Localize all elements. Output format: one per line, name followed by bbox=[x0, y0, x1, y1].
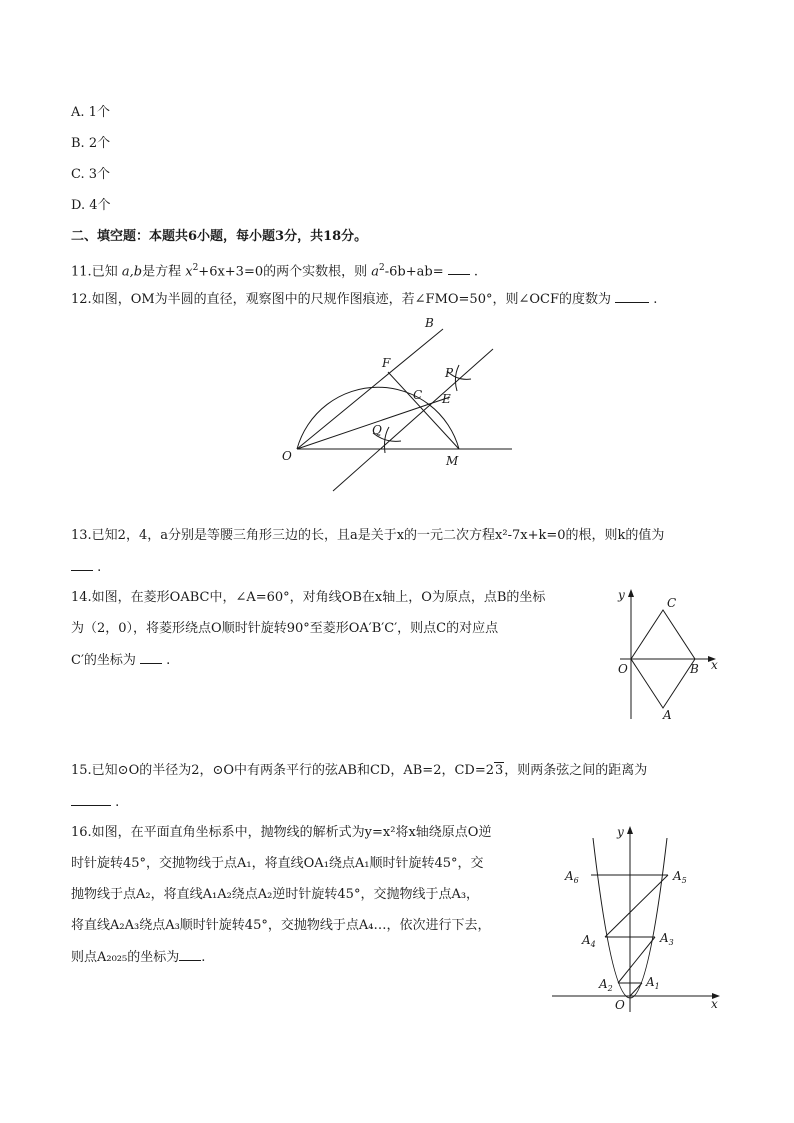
question-12: 12.如图，OM为半圆的直径，观察图中的尺规作图痕迹，若∠FMO=50°，则∠OCF的度数为 . bbox=[71, 292, 658, 307]
label-q: Q bbox=[372, 423, 382, 437]
question-14-line1: 14.如图，在菱形OABC中，∠A=60°，对角线OB在x轴上，O为原点，点B的坐标 bbox=[71, 590, 546, 605]
segment-a4a5 bbox=[605, 875, 668, 937]
label-a6: $A_6$ bbox=[565, 869, 579, 885]
question-15-blank-line: . bbox=[71, 793, 119, 812]
perpendicular-bisector bbox=[333, 349, 493, 491]
semicircle-figure bbox=[275, 313, 525, 498]
question-15: 15.已知⊙O的半径为2，⊙O中有两条平行的弦AB和CD，AB=2，CD=23，则两条弦之间的距离为 bbox=[71, 763, 648, 778]
label-a2: $A_2$ bbox=[599, 977, 613, 993]
question-14-line2: 为（2，0），将菱形绕点O顺时针旋转90°至菱形OA′B′C′，则点C的对应点 bbox=[71, 621, 499, 636]
option-b: B. 2个 bbox=[71, 136, 111, 151]
question-16-line2: 时针旋转45°，交抛物线于点A₁，将直线OA₁绕点A₁顺时针旋转45°，交 bbox=[71, 856, 484, 871]
question-16-line3: 抛物线于点A₂，将直线A₁A₂绕点A₂逆时针旋转45°，交抛物线于点A₃， bbox=[71, 887, 480, 902]
label-b: B bbox=[425, 316, 434, 330]
label-c: C bbox=[413, 388, 423, 402]
option-a: A. 1个 bbox=[71, 105, 110, 120]
option-d: D. 4个 bbox=[71, 198, 111, 213]
label-m: M bbox=[446, 454, 459, 468]
answer-blank[interactable] bbox=[71, 793, 111, 806]
option-c: C. 3个 bbox=[71, 167, 111, 182]
answer-blank[interactable] bbox=[140, 651, 162, 664]
question-13-blank-line: . bbox=[71, 558, 101, 577]
label-y: y bbox=[617, 825, 624, 839]
label-a: A bbox=[663, 708, 672, 722]
label-a1: $A_1$ bbox=[646, 975, 660, 991]
y-axis-arrow bbox=[628, 589, 634, 597]
label-a3: $A_3$ bbox=[660, 931, 674, 947]
label-f: F bbox=[382, 356, 391, 370]
parabola-figure bbox=[548, 820, 728, 1015]
label-o: O bbox=[615, 998, 625, 1012]
question-16-line1: 16.如图，在平面直角坐标系中，抛物线的解析式为y=x²将x轴绕原点O逆 bbox=[71, 825, 492, 840]
label-o: O bbox=[618, 662, 628, 676]
answer-blank[interactable] bbox=[179, 948, 201, 961]
label-a5: $A_5$ bbox=[673, 869, 687, 885]
label-c: C bbox=[667, 596, 677, 610]
label-p: P bbox=[445, 366, 454, 380]
question-13: 13.已知2，4，a分别是等腰三角形三边的长，且a是关于x的一元二次方程x²-7x+k=0的根，则k的值为 bbox=[71, 528, 665, 543]
label-e: E bbox=[442, 392, 451, 406]
question-16-line5: 则点A₂₀₂₅的坐标为 . bbox=[71, 950, 206, 965]
label-y: y bbox=[618, 588, 625, 602]
question-14-line3: C′的坐标为 . bbox=[71, 653, 171, 668]
label-a4: $A_4$ bbox=[582, 933, 596, 949]
label-o: O bbox=[282, 449, 292, 463]
y-axis-arrow bbox=[627, 826, 633, 834]
answer-blank[interactable] bbox=[448, 262, 470, 275]
answer-blank[interactable] bbox=[615, 290, 649, 303]
question-16-line4: 将直线A₂A₃绕点A₃顺时针旋转45°，交抛物线于点A₄…，依次进行下去， bbox=[71, 918, 491, 933]
section-heading: 二、填空题：本题共6小题，每小题3分，共18分。 bbox=[71, 229, 368, 244]
rhombus-figure bbox=[610, 585, 725, 725]
semicircle-arc bbox=[297, 387, 459, 449]
label-b: B bbox=[690, 662, 699, 676]
label-x: x bbox=[711, 658, 718, 672]
answer-blank[interactable] bbox=[71, 558, 93, 571]
question-11: 11.已知 a,b是方程 $x^2+6x+3=0$的两个实数根，则 $a^2-6b+ab=$ . bbox=[71, 263, 479, 280]
label-x: x bbox=[711, 997, 718, 1011]
